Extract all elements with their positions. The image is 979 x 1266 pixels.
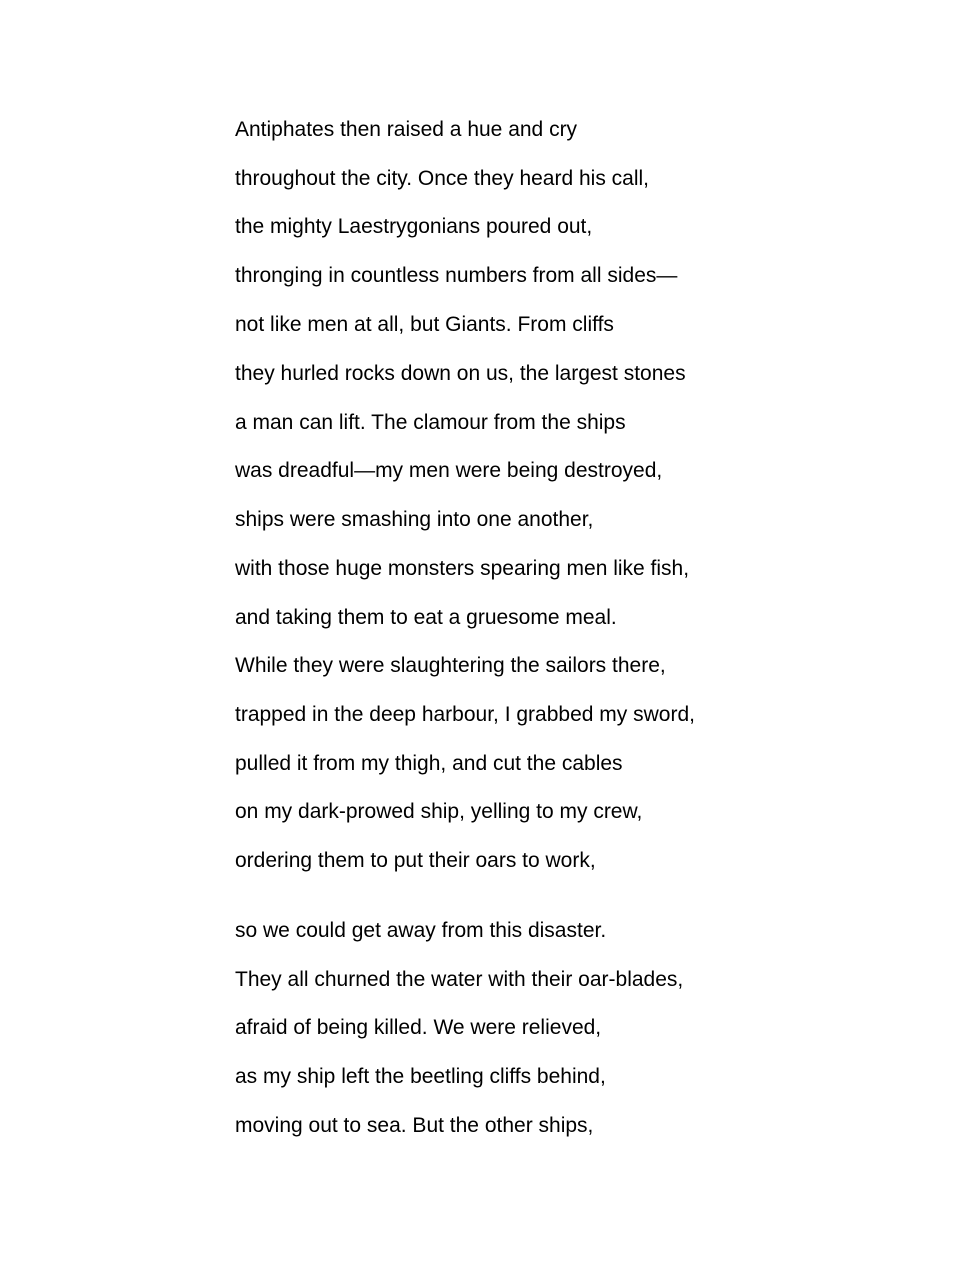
poem-line: a man can lift. The clamour from the ships xyxy=(235,411,626,434)
poem-line: with those huge monsters spearing men like fish, xyxy=(235,557,690,580)
poem-line: moving out to sea. But the other ships, xyxy=(235,1114,594,1137)
poem-line: ships were smashing into one another, xyxy=(235,508,594,531)
poem-line: so we could get away from this disaster. xyxy=(235,919,607,942)
poem-line: ordering them to put their oars to work, xyxy=(235,849,596,872)
poem-line: Antiphates then raised a hue and cry xyxy=(235,118,578,141)
poem-line: pulled it from my thigh, and cut the cables xyxy=(235,752,623,775)
poem-line: not like men at all, but Giants. From cliffs xyxy=(235,313,614,336)
poem-line: the mighty Laestrygonians poured out, xyxy=(235,215,593,238)
poem-line: thronging in countless numbers from all sides— xyxy=(235,264,678,287)
poem-line: afraid of being killed. We were relieved, xyxy=(235,1016,602,1039)
poem-line: they hurled rocks down on us, the largest stones xyxy=(235,362,686,385)
poem-line: as my ship left the beetling cliffs behind, xyxy=(235,1065,606,1088)
poem-line: on my dark-prowed ship, yelling to my crew, xyxy=(235,800,643,823)
poem-line: They all churned the water with their oar-blades, xyxy=(235,968,684,991)
poem-line: throughout the city. Once they heard his call, xyxy=(235,167,650,190)
poem-line: was dreadful—my men were being destroyed, xyxy=(235,459,663,482)
poem-line: While they were slaughtering the sailors there, xyxy=(235,654,666,677)
poem-line: trapped in the deep harbour, I grabbed my sword, xyxy=(235,703,695,726)
poem-line: and taking them to eat a gruesome meal. xyxy=(235,606,617,629)
